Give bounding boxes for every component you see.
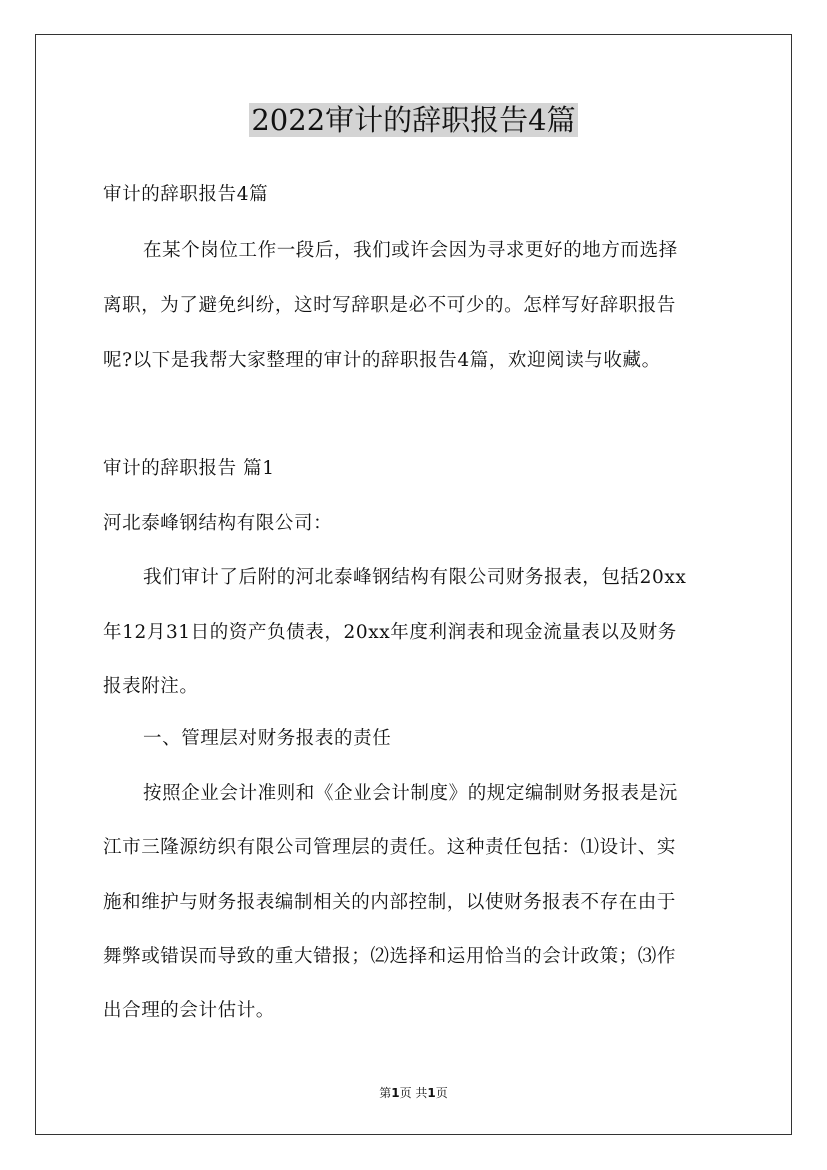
para2-line-5: 出合理的会计估计。 bbox=[103, 1000, 275, 1021]
footer-page-total: 1 bbox=[427, 1086, 436, 1100]
footer-mid: 页 共 bbox=[399, 1086, 428, 1100]
para1-line-3: 报表附注。 bbox=[103, 676, 199, 697]
footer-page-number: 1 bbox=[391, 1086, 400, 1100]
para2-line-3: 施和维护与财务报表编制相关的内部控制，以使财务报表不存在由于 bbox=[103, 892, 677, 913]
para2-line-1: 按照企业会计准则和《企业会计制度》的规定编制财务报表是沅 bbox=[143, 783, 678, 804]
page-footer bbox=[0, 1084, 827, 1101]
section-heading: 审计的辞职报告 篇1 bbox=[103, 458, 275, 479]
para2-line-4: 舞弊或错误而导致的重大错报；⑵选择和运用恰当的会计政策；⑶作 bbox=[103, 946, 677, 967]
subheading: 一、管理层对财务报表的责任 bbox=[143, 728, 392, 749]
document-title-text: 2022审计的辞职报告4篇 bbox=[251, 103, 576, 137]
footer-suffix: 页 bbox=[435, 1086, 448, 1100]
intro-line-1: 在某个岗位工作一段后，我们或许会因为寻求更好的地方而选择 bbox=[143, 240, 678, 261]
intro-line-2: 离职，为了避免纠纷，这时写辞职是必不可少的。怎样写好辞职报告 bbox=[103, 295, 677, 316]
footer-prefix: 第 bbox=[379, 1086, 392, 1100]
document-subtitle: 审计的辞职报告4篇 bbox=[103, 184, 269, 205]
document-title bbox=[0, 100, 827, 140]
addressee: 河北泰峰钢结构有限公司： bbox=[103, 513, 333, 534]
para1-line-2: 年12月31日的资产负债表，20xx年度利润表和现金流量表以及财务 bbox=[103, 622, 677, 643]
intro-line-3: 呢?以下是我帮大家整理的审计的辞职报告4篇，欢迎阅读与收藏。 bbox=[103, 350, 661, 371]
para2-line-2: 江市三隆源纺织有限公司管理层的责任。这种责任包括：⑴设计、实 bbox=[103, 837, 677, 858]
para1-line-1: 我们审计了后附的河北泰峰钢结构有限公司财务报表，包括20xx bbox=[143, 567, 687, 588]
